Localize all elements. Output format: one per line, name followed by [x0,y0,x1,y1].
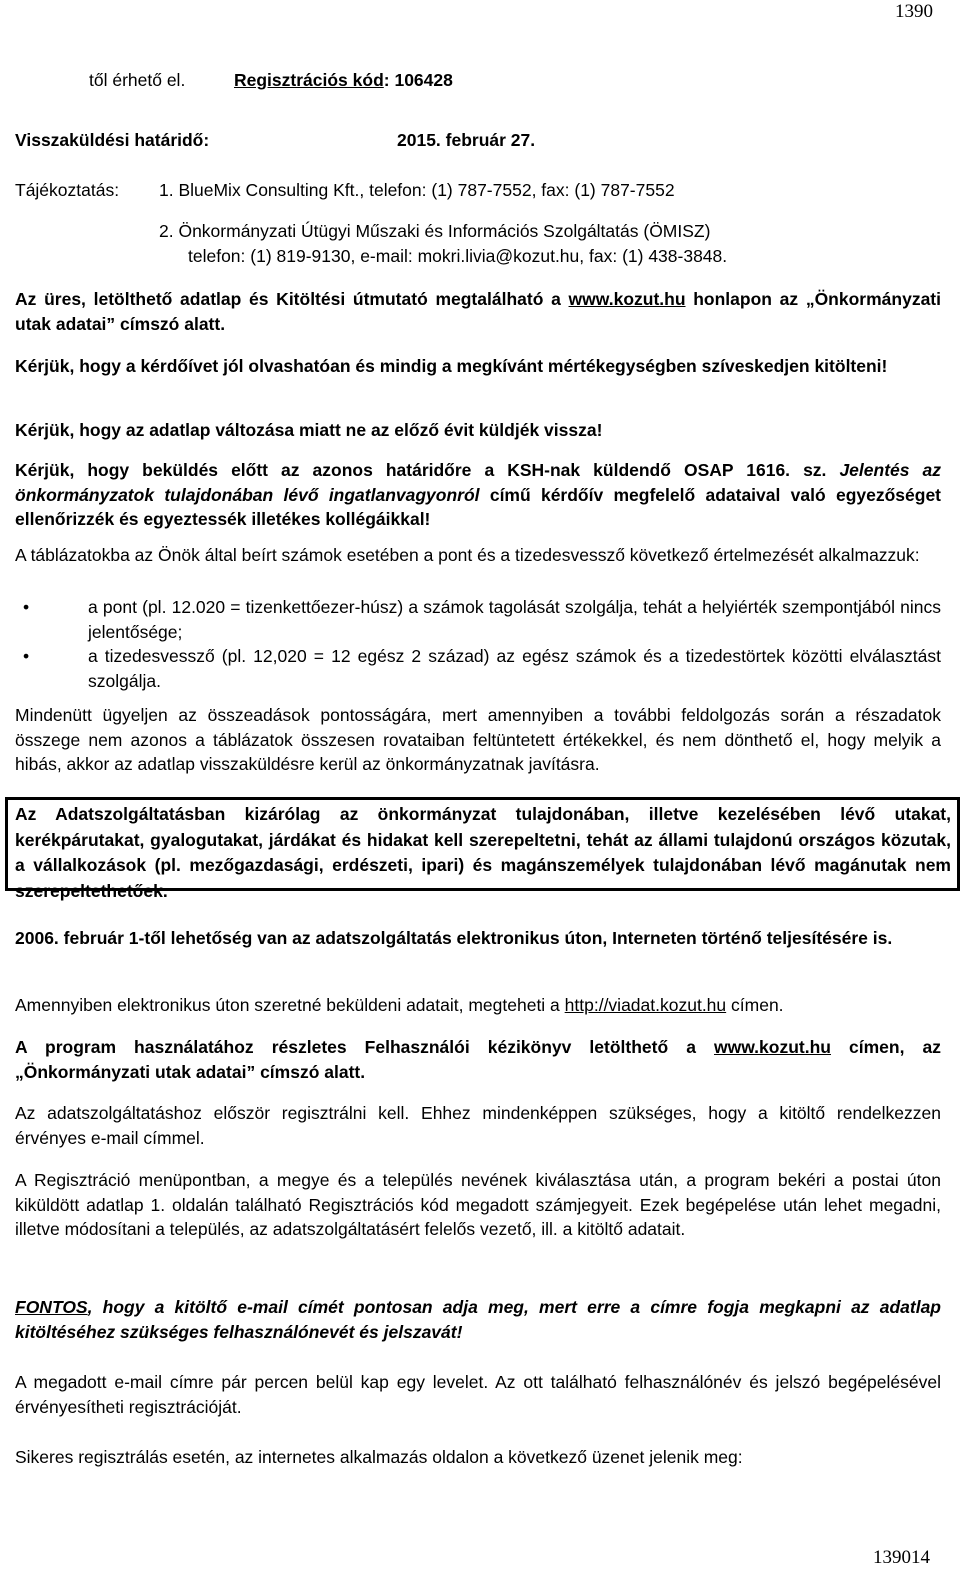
download-note-text: Az üres, letölthető adatlap és Kitöltési útmutató megtalálható a [15,289,569,309]
registration-required-note: Az adatszolgáltatáshoz először regisztrálni kell. Ehhez mindenképpen szükséges, hogy a kitöltő rendelkezzen érvényes e-mail címmel. [15,1103,941,1148]
bullet-text: a tizedesvessző (pl. 12,020 = 12 egész 2 század) az egész számok és a tizedestörtek közötti elválasztást szolgálja. [88,646,941,691]
no-previous-year-request: Kérjük, hogy az adatlap változása miatt ne az előző évit küldjék vissza! [15,420,603,440]
summation-accuracy-note: Mindenütt ügyeljen az összeadások pontosságára, mert amennyiben a további feldolgozás során a részadatok összege nem azonos a táblázatok összesen rovataiban feltüntetett értékekkel, és nem dönthető el, hogy melyik a hibás, akkor az adatlap visszaküldésre kerül az önkormányzatnak javításra. [15,705,941,774]
bullet-decimal-comma [15,644,941,693]
download-note-text-end: honlapon az „Önkormányzati utak adatai” címszó alatt. [15,289,941,334]
header-prefix: től érhető el. [89,70,186,90]
legibility-request: Kérjük, hogy a kérdőívet jól olvashatóan és mindig a megkívánt mértékegységben szíveskedjen kitölteni! [15,356,888,376]
bullet-icon: • [23,646,30,666]
scope-boxed-notice: Az Adatszolgáltatásban kizárólag az önkormányzat tulajdonában, illetve kezelésében lévő utakat, kerékpárutakat, gyalogutakat, járdákat és hidakat kell szerepeltetni, tehát az állami tulajdonú országos közutak, a vállalkozások (pl. mezőgazdasági, erdészeti, ipari) és magánszemélyek tulajdonában lévő magánutak nem szerepeltethetőek. [5,797,960,891]
manual-text: A program használatához részletes Felhasználói kézikönyv letölthető a [15,1037,714,1057]
info-line-2a: 2. Önkormányzati Útügyi Műszaki és Információs Szolgáltatás (ÖMISZ) [159,221,711,241]
bullet-icon: • [23,597,30,617]
osap-consistency-request [15,458,941,532]
number-format-intro: A táblázatokba az Önök által beírt számok esetében a pont és a tizedesvessző következő értelmezését alkalmazzuk: [15,545,920,565]
registration-code [234,68,453,92]
kozut-link-manual[interactable]: www.kozut.hu [714,1037,831,1057]
electronic-submission-link-note [15,993,941,1018]
bullet-text: a pont (pl. 12.020 = tizenkettőezer-húsz) a számok tagolását szolgálja, tehát a helyiérték szempontjából nincs jelentősége; [88,597,941,642]
important-email-note [15,1295,941,1344]
download-note [15,287,941,336]
email-confirmation-note: A megadott e-mail címre pár percen belül kap egy levelet. Az ott található felhasználónév és jelszó begépelésével érvényesítheti regisztrációját. [15,1372,941,1417]
electronic-submission-note: 2006. február 1-től lehetőség van az adatszolgáltatás elektronikus úton, Interneten történő teljesítésére is. [15,928,893,948]
info-label: Tájékoztatás: [15,180,120,200]
page-number-top: 1390 [895,1,933,22]
page-number-bottom: 139014 [873,1547,930,1568]
registration-code-label: Regisztrációs kód [234,70,384,90]
important-label: FONTOS [15,1297,88,1317]
bullet-point-dot [15,595,941,644]
submission-text: Amennyiben elektronikus úton szeretné beküldeni adatait, megteheti a [15,995,565,1015]
registration-code-value: : 106428 [383,70,453,90]
success-message-intro: Sikeres regisztrálás esetén, az internetes alkalmazás oldalon a következő üzenet jelenik meg: [15,1447,743,1467]
osap-text: Kérjük, hogy beküldés előtt az azonos határidőre a KSH-nak küldendő OSAP 1616. sz. [15,460,840,480]
kozut-link[interactable]: www.kozut.hu [568,289,686,309]
manual-text-end: címen, az „Önkormányzati utak adatai” címszó alatt. [15,1037,941,1082]
submission-text-end: címen. [726,995,784,1015]
info-line-1: 1. BlueMix Consulting Kft., telefon: (1) 787-7552, fax: (1) 787-7552 [159,180,675,200]
viadat-link[interactable]: http://viadat.kozut.hu [564,995,727,1015]
deadline-value: 2015. február 27. [397,130,536,150]
registration-menu-note: A Regisztráció menüpontban, a megye és a település nevének kiválasztása után, a program bekéri a postai úton kiküldött adatlap 1. oldalán található Regisztrációs kód megadott számjegyeit. Ezek begépelése után lehet megadni, illetve módosítani a település, az adatszolgáltatásért felelős vezető, ill. a kitöltő adatait. [15,1170,941,1239]
osap-text-end: című kérdőív megfelelő adataival való egyezőséget ellenőrizzék és egyeztessék illetékes kollégáikkal! [15,484,941,529]
info-line-2b: telefon: (1) 819-9130, e-mail: mokri.livia@kozut.hu, fax: (1) 438-3848. [188,246,728,266]
important-text: , hogy a kitöltő e-mail címét pontosan adja meg, mert erre a címre fogja megkapni az adatlap kitöltéséhez szükséges felhasználónevét és jelszavát! [15,1297,941,1342]
osap-report-title: Jelentés az önkormányzatok tulajdonában lévő ingatlanvagyonról [15,460,942,505]
deadline-label: Visszaküldési határidő: [15,130,210,150]
user-manual-note [15,1035,941,1084]
